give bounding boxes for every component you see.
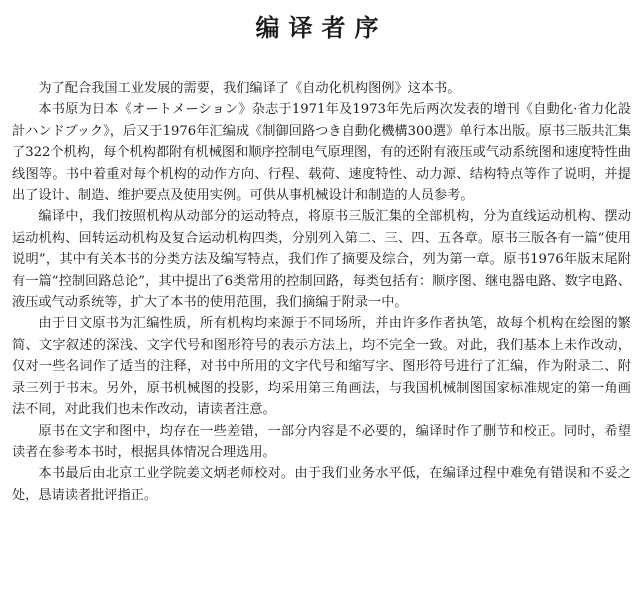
paragraph-compilation: 编译中，我们按照机构从动部分的运动特点，将原书三版汇集的全部机构，分为直线运动机构、摆动运动机构、回转运动机构及复合运动机构四类，分别列入第二、三、四、五各章。原书三版各有一篇“使用说明”，其中有关本书的分类方法及编写特点，我们作了摘要及综合，列为第一章。原书1976年版末尾附有一篇“控制回路总论”，其中提出了6类常用的控制回路，每类包括有：顺序图、继电器电路、数字电路、液压或气动系统等，扩大了本书的使用范围，我们摘编于附录一中。 (12, 209, 631, 311)
paragraph-origin: 本书原为日本《オートメーション》杂志于1971年及1973年先后两次发表的增刊《自動化·省力化設計ハンドブック》，后又于1976年汇编成《制御回路つき自動化機構300選》单行本出版。原书三版共汇集了322个机构，每个机构都附有机械图和顺序控制电气原理图，有的还附有液压或气动系统图和速度特性曲线图等。书中着重对每个机构的动作方向、行程、载荷、速度特性、动力源、结构特点等作了说明，并提出了设计、制造、维护要点及使用实例。可供从事机械设计和制造的人员参考。 (12, 102, 631, 204)
paragraph-acknowledgement: 本书最后由北京工业学院姜文炳老师校对。由于我们业务水平低，在编译过程中难免有错误和不妥之处，恳请读者批评指正。 (12, 466, 631, 503)
paragraph-purpose: 为了配合我国工业发展的需要，我们编译了《自动化机构图例》这本书。 (38, 81, 461, 96)
document-body (12, 78, 631, 506)
paragraph-inconsistencies: 由于日文原书为汇编性质，所有机构均来源于不同场所，并由许多作者执笔，故每个机构在绘图的繁简、文字叙述的深浅、文字代号和图形符号的表示方法上，均不完全一致。对此，我们基本上未作改动，仅对一些名词作了适当的注释，对书中所用的文字代号和缩写字、图形符号进行了汇编，作为附录二、附录三列于书末。另外，原书机械图的投影，均采用第三角画法，与我国机械制图国家标准规定的第一角画法不同，对此我们也未作改动，请读者注意。 (12, 316, 631, 418)
paragraph-corrections: 原书在文字和图中，均存在一些差错，一部分内容是不必要的，编译时作了删节和校正。同时，希望读者在参考本书时，根据具体情况合理选用。 (12, 423, 631, 460)
document-title: 编译者序 (255, 13, 388, 42)
